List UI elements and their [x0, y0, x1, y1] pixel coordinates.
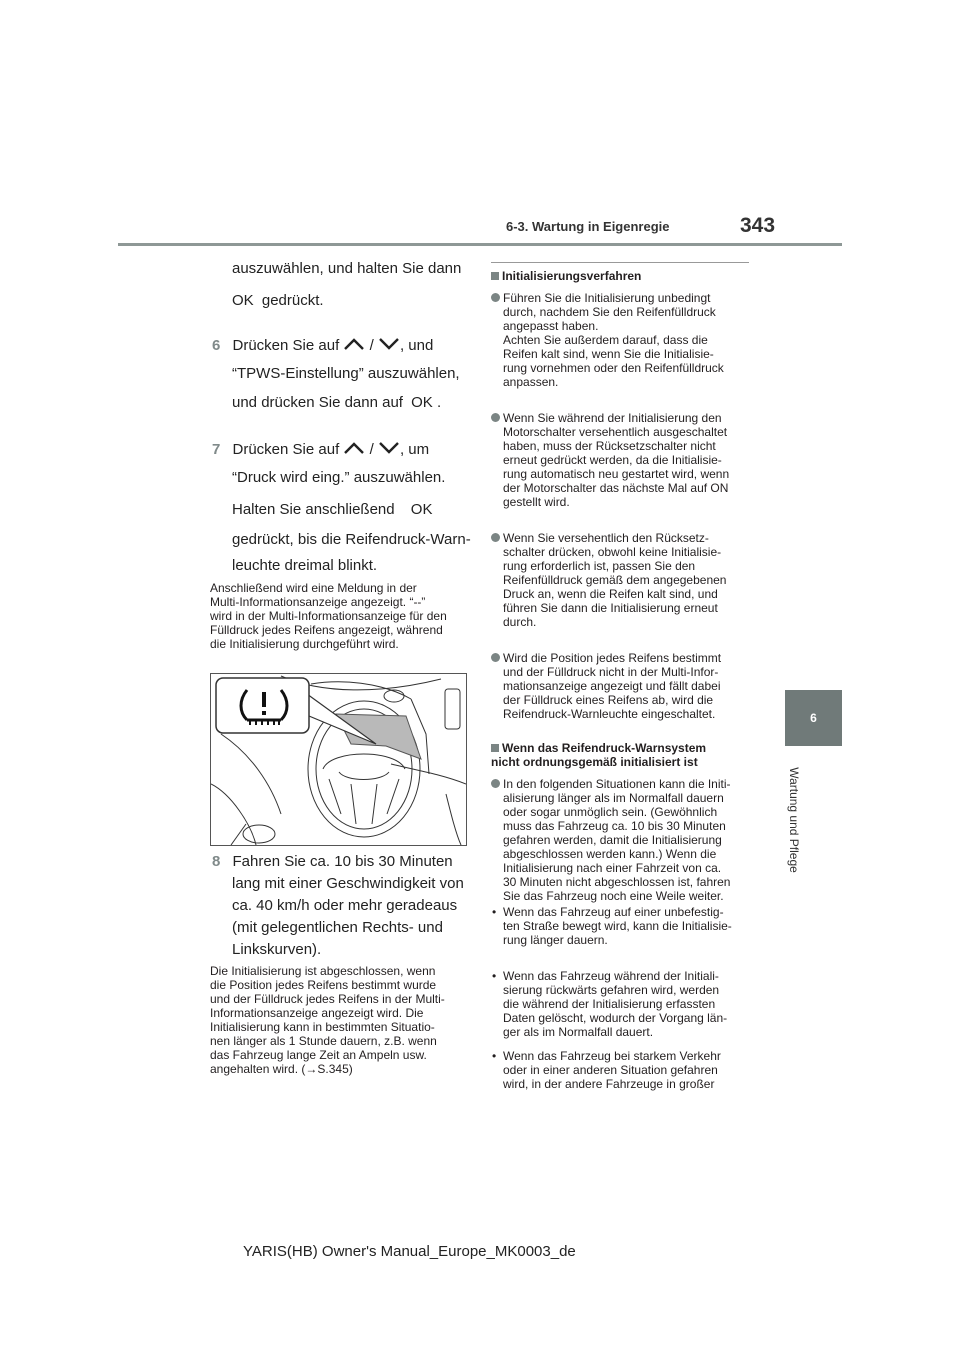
- square-bullet-icon: [491, 744, 499, 752]
- step-8-line-4: (mit gelegentlichen Rechts- und: [232, 919, 443, 936]
- step-7-line-3: [232, 500, 432, 520]
- step-7-text-b: , um: [399, 441, 430, 458]
- continuation-line-1: auszuwählen, und halten Sie dann: [232, 260, 462, 277]
- bullet-text: Führen Sie die Initialisierung unbedingt durch, nachdem Sie den Reifenfülldruck angepasst haben. Achten Sie außerdem darauf, dass die Reifen kalt sind, wenn Sie die Initialisie- rung vornehmen oder den Reifenfülldruck anpassen.: [503, 291, 724, 389]
- step-7-line-1: [212, 440, 429, 460]
- step-6-line-1: [212, 336, 433, 356]
- chapter-title-text: Wartung und Pflege: [787, 767, 801, 873]
- note-init-complete: Die Initialisierung ist abgeschlossen, wenn die Position jedes Reifens bestimmt wurde und der Fülldruck jedes Reifens in der Multi- Informationsanzeige angezeigt wird. Die Initialisierung kann in bestimmten Situatio- nen länger als 1 Stunde dauern, z.B. wenn das Fahrzeug lange Zeit an Ampeln usw. angehalten wird. (→S.345): [210, 964, 445, 1076]
- chevron-up-icon: [343, 337, 365, 351]
- step-7-line-5: leuchte dreimal blinkt.: [232, 557, 378, 574]
- step-6-text-c: und drücken Sie dann auf: [232, 394, 403, 411]
- step-8-number: 8: [212, 853, 221, 870]
- step-7-text-a: Drücken Sie auf: [232, 441, 340, 458]
- square-bullet-icon: [491, 272, 499, 280]
- column-rule: [491, 262, 749, 263]
- bullet-item: [491, 411, 751, 509]
- manual-footer: YARIS(HB) Owner's Manual_Europe_MK0003_de: [243, 1243, 576, 1260]
- step-7-number: 7: [212, 441, 221, 458]
- step-6-number: 6: [212, 337, 221, 354]
- bullet-text: Wird die Position jedes Reifens bestimmt und der Fülldruck nicht in der Multi-Infor- mationsanzeige angezeigt und fällt dabei der Fülldruck eines Reifens ab, wird die Reifendruck-Warnleuchte eingeschaltet.: [503, 651, 722, 721]
- ok-button-icon: OK: [411, 394, 433, 411]
- circle-bullet-icon: [491, 779, 500, 788]
- bullet-text: Wenn Sie während der Initialisierung den Motorschalter versehentlich ausgeschaltet haben, muss der Rücksetzschalter nicht erneut gedrückt werden, da die Initialisie- rung automatisch neu gestartet wird, wenn der Motorschalter das nächste Mal auf ON gestellt wird.: [503, 411, 730, 509]
- ok-button-icon: OK: [232, 292, 254, 309]
- bullet-item: [491, 531, 751, 629]
- bullet-item: [491, 777, 751, 903]
- page-number: 343: [740, 214, 776, 237]
- sub-bullet-item: • Wenn das Fahrzeug bei starkem Verkehr oder in einer anderen Situation gefahren wird, in der andere Fahrzeuge in großer: [503, 1049, 753, 1091]
- circle-bullet-icon: [491, 653, 500, 662]
- circle-bullet-icon: [491, 413, 500, 422]
- note-during-init: Anschließend wird eine Meldung in der Multi-Informationsanzeige angezeigt. “--” wird in der Multi-Informationsanzeige für den Fülldruck jedes Reifens angezeigt, während die Initialisierung durchgeführt wird.: [210, 581, 447, 651]
- step-6-sep: /: [369, 337, 374, 354]
- ok-button-icon: OK: [410, 501, 433, 518]
- step-6-text-a: Drücken Sie auf: [232, 337, 340, 354]
- section-title: 6-3. Wartung in Eigenregie: [506, 219, 670, 234]
- chevron-up-icon: [343, 441, 365, 455]
- heading-init-procedure: [491, 269, 641, 283]
- dashboard-illustration: [210, 673, 467, 846]
- chapter-title: [783, 760, 805, 880]
- step-6-line-2: “TPWS-Einstellung” auszuwählen,: [232, 365, 460, 382]
- bullet-text: Wenn Sie versehentlich den Rücksetz- schalter drücken, obwohl keine Initialisie- rung erforderlich ist, passen Sie den Reifenfülldruck gemäß dem angegebenen Druck an, wenn die Reifen kalt sind, und führen Sie dann die Initialisierung erneut durch.: [503, 531, 727, 629]
- steering-wheel-dashboard-drawing: [211, 674, 466, 845]
- step-7-text-c: Halten Sie anschließend: [232, 501, 395, 518]
- heading-init-procedure-text: Initialisierungsverfahren: [502, 269, 642, 283]
- step-8-line-1: [212, 852, 453, 872]
- heading-init-failure-text: Wenn das Reifendruck-Warnsystem nicht ordnungsgemäß initialisiert ist: [491, 741, 707, 769]
- continuation-text: gedrückt.: [261, 292, 324, 309]
- step-8-text-1: Fahren Sie ca. 10 bis 30 Minuten: [232, 853, 453, 870]
- circle-bullet-icon: [491, 533, 500, 542]
- chevron-down-icon: [378, 441, 400, 455]
- step-6-line-3: [232, 393, 441, 413]
- step-6-text-d: .: [437, 394, 442, 411]
- step-7-line-4: gedrückt, bis die Reifendruck-Warn-: [232, 531, 471, 548]
- sub-bullet-item: • Wenn das Fahrzeug während der Initiali- sierung rückwärts gefahren wird, werden die während der Initialisierung erfassten Daten gelöscht, wodurch der Vorgang län- ger als im Normalfall dauert.: [503, 969, 753, 1039]
- bullet-text: In den folgenden Situationen kann die Initi- alisierung länger als im Normalfall dauern oder sogar unmöglich sein. (Gewöhnlich muss das Fahrzeug ca. 10 bis 30 Minuten gefahren werden, damit die Initialisierung abgeschlossen werden kann.) Wenn die Initialisierung nach einer Fahrzeit von ca. 30 Minuten nicht abgeschlossen ist, fahren Sie das Fahrzeug noch eine Weile weiter.: [503, 777, 731, 903]
- bullet-item: [491, 291, 751, 389]
- step-7-sep: /: [369, 441, 374, 458]
- step-8-line-3: ca. 40 km/h oder mehr geradeaus: [232, 897, 458, 914]
- circle-bullet-icon: [491, 293, 500, 302]
- chevron-down-icon: [378, 337, 400, 351]
- step-7-line-2: “Druck wird eing.” auszuwählen.: [232, 469, 446, 486]
- continuation-line-2: [232, 291, 324, 311]
- step-6-text-b: , und: [399, 337, 434, 354]
- chapter-tab: 6: [785, 690, 842, 746]
- bullet-item: [491, 651, 751, 721]
- sub-bullet-item: • Wenn das Fahrzeug auf einer unbefestig- ten Straße bewegt wird, kann die Initialisie- rung länger dauern.: [503, 905, 753, 947]
- header-rule: [118, 243, 842, 246]
- heading-init-failure: [491, 741, 706, 769]
- step-8-line-5: Linkskurven).: [232, 941, 322, 958]
- step-8-line-2: lang mit einer Geschwindigkeit von: [232, 875, 464, 892]
